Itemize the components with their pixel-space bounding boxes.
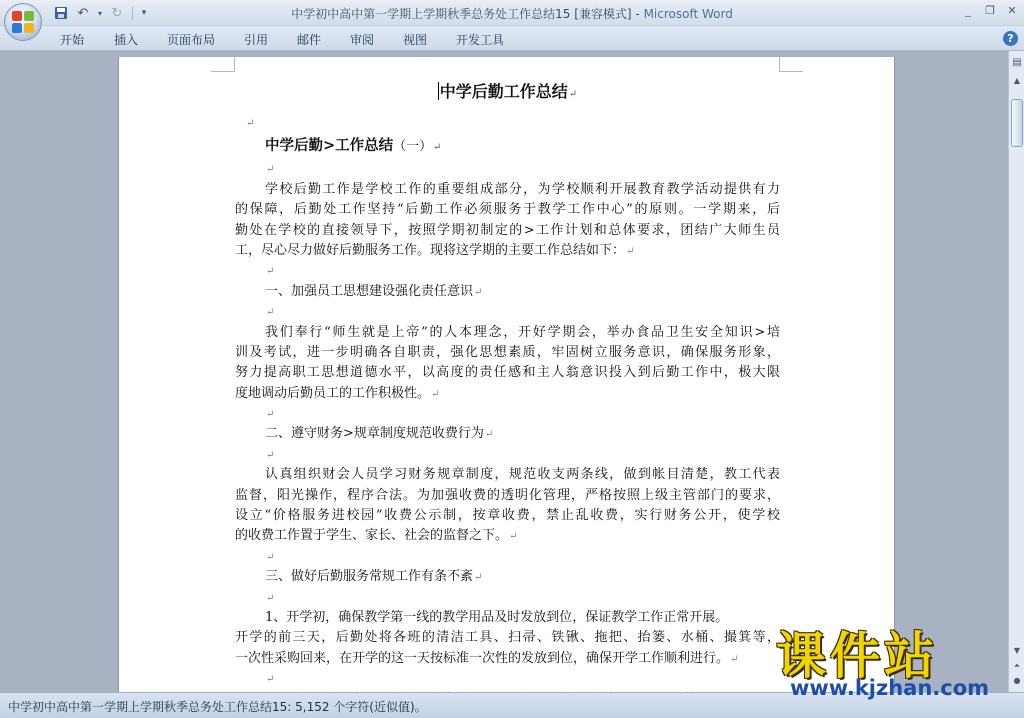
tab-home[interactable]: 开始	[60, 33, 85, 47]
empty-paragraph: ↵	[266, 266, 275, 278]
window-controls	[960, 2, 1020, 18]
scroll-down-icon[interactable]: ▼	[1013, 645, 1021, 655]
paragraph-line: 度地调动后勤员工的工作积极性。↵	[235, 385, 440, 401]
paragraph-line: 监督，阳光操作，程序合法。为加强收费的透明化管理，严格按照上级主管部门的要求，	[235, 487, 780, 503]
margin-corner-left	[211, 57, 235, 72]
text-cursor	[438, 82, 439, 100]
office-button[interactable]	[4, 3, 42, 41]
tab-insert[interactable]: 插入	[114, 33, 139, 47]
app-name: Microsoft Word	[643, 7, 733, 21]
paragraph-line: 工，尽心尽力做好后勤服务工作。现将这学期的主要工作总结如下：↵	[235, 242, 635, 258]
empty-paragraph: ↵	[266, 449, 275, 461]
window-title	[0, 5, 1024, 22]
paragraph-line: 认真组织财会人员学习财务规章制度，规范收支两条线，做到帐目清楚，教工代表	[265, 467, 780, 483]
paragraph-line: 开学的前三天，后勤处将各班的清洁工具、扫帚、铁锹、拖把、抬篓、水桶、撮箕等，	[235, 630, 780, 646]
watermark-url: www.kjzhan.com	[790, 676, 990, 700]
tab-references[interactable]: 引用	[244, 33, 269, 47]
empty-paragraph: ↵	[266, 551, 275, 563]
scroll-up-icon[interactable]: ▲	[1013, 75, 1021, 85]
document-text[interactable]	[235, 79, 780, 710]
section-heading-2: 二、遵守财务>规章制度规范收费行为↵	[265, 426, 494, 442]
ruler-toggle-icon[interactable]: ▤	[1012, 56, 1022, 68]
document-name: 中学初中高中第一学期上学期秋季总务处工作总结15 [兼容模式] -	[291, 7, 644, 21]
section-heading-1: 一、加强员工思想建设强化责任意识↵	[265, 283, 483, 299]
previous-page-icon[interactable]: ⏶	[1013, 661, 1021, 670]
ribbon-tabs	[0, 26, 1024, 51]
tab-mailings[interactable]: 邮件	[297, 33, 322, 47]
watermark	[772, 616, 1008, 714]
watermark-logo: 课件站	[776, 627, 938, 685]
undo-dropdown-icon[interactable]: ▾	[97, 8, 102, 18]
section-heading-3: 三、做好后勤服务常规工作有条不紊↵	[265, 569, 483, 585]
empty-paragraph: ↵	[266, 164, 275, 176]
empty-paragraph: ↵	[266, 674, 275, 686]
undo-icon[interactable]: ↶	[77, 5, 89, 21]
paragraph-line: 我们奉行“师生就是上帝”的人本理念，开好学期会，举办食品卫生安全知识>培	[265, 324, 780, 340]
vertical-scrollbar[interactable]	[1008, 51, 1024, 692]
document-area	[0, 51, 1008, 692]
tab-review[interactable]: 审阅	[350, 33, 375, 47]
empty-paragraph: ↵	[266, 409, 275, 421]
empty-paragraph: ↵	[246, 118, 255, 129]
tab-view[interactable]: 视图	[403, 33, 428, 47]
restore-icon[interactable]: ❐	[985, 3, 995, 17]
empty-paragraph: ↵	[266, 307, 275, 319]
paragraph-line: 勤处在学校的直接领导下，按照学期初制定的>工作计划和总体要求，团结广大师生员	[235, 222, 780, 238]
customize-qat-icon[interactable]: ▾	[141, 8, 147, 18]
word-count-status[interactable]: 中学初中高中第一学期上学期秋季总务处工作总结15: 5,152 个字符(近似值)。	[8, 700, 427, 714]
paragraph-line: 学校后勤工作是学校工作的重要组成部分，为学校顺利开展教育教学活动提供有力	[265, 181, 780, 197]
tab-page-layout[interactable]: 页面布局	[167, 33, 216, 47]
paragraph-line: 1、开学初，确保教学第一线的教学用品及时发放到位，保证教学工作正常开展。	[265, 609, 729, 625]
paragraph-line: 的保障，后勤处工作坚持“后勤工作必须服务于教学工作中心”的原则。一学期来，后	[235, 202, 780, 218]
margin-corner-right	[779, 57, 803, 72]
paragraph-line: 的收费工作置于学生、家长、社会的监督之下。↵	[235, 528, 518, 544]
close-icon[interactable]: ✕	[1007, 3, 1017, 17]
help-icon[interactable]: ?	[1003, 31, 1018, 46]
empty-paragraph: ↵	[266, 592, 275, 604]
tab-developer[interactable]: 开发工具	[456, 33, 505, 47]
paragraph-line: 努力提高职工思想道德水平，以高度的责任感和主人翁意识投入到后勤工作中，极大限	[235, 365, 780, 381]
select-browse-object-icon[interactable]: ●	[1013, 675, 1021, 685]
paragraph-line: 设立“价格服务进校园”收费公示制，按章收费，禁止乱收费，实行财务公开，使学校	[235, 508, 780, 524]
document-title: 中学后勤工作总结↵	[439, 82, 578, 101]
redo-icon[interactable]: ↻	[111, 5, 123, 21]
scrollbar-thumb[interactable]	[1011, 99, 1023, 147]
paragraph-line: 一次性采购回来，在开学的这一天按标准一次性的发放到位，确保开学工作顺利进行。↵	[235, 650, 739, 666]
section-subtitle: 中学后勤>工作总结（一）↵	[265, 137, 442, 155]
minimize-icon[interactable]: _	[965, 3, 971, 17]
office-logo-icon	[12, 11, 34, 33]
paragraph-line: 训及考试，进一步明确各自职责，强化思想素质，牢固树立服务意识，确保服务形象，	[235, 344, 780, 360]
title-bar	[0, 0, 1024, 26]
